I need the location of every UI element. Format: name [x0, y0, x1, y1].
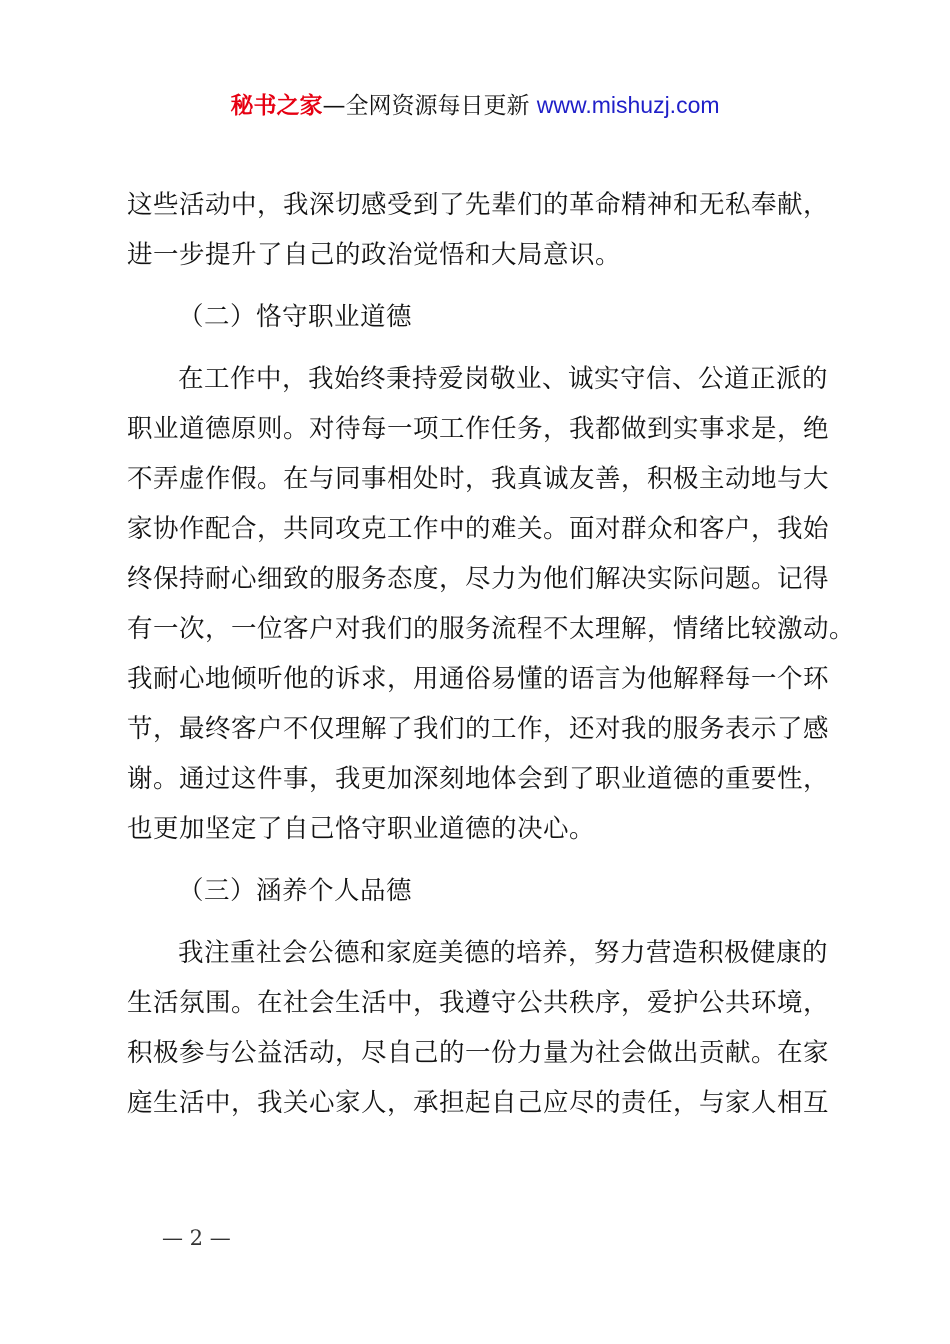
paragraph-line: 生活氛围。在社会生活中，我遵守公共秩序，爱护公共环境，	[127, 988, 830, 1018]
paragraph-line: 职业道德原则。对待每一项工作任务，我都做到实事求是，绝	[127, 414, 830, 444]
page-number: — 2 —	[162, 1226, 231, 1250]
paragraph-line: 有一次，一位客户对我们的服务流程不太理解，情绪比较激动。	[127, 614, 856, 644]
paragraph-line: 在工作中，我始终秉持爱岗敬业、诚实守信、公道正派的	[178, 364, 829, 394]
paragraph-line: 进一步提升了自己的政治觉悟和大局意识。	[127, 240, 622, 270]
paragraph-line: 也更加坚定了自己恪守职业道德的决心。	[127, 814, 596, 844]
paragraph-line: 终保持耐心细致的服务态度，尽力为他们解决实际问题。记得	[127, 564, 830, 594]
brand-name: 秘书之家	[230, 93, 323, 119]
site-url-link[interactable]: www.mishuzj.com	[536, 92, 720, 118]
paragraph-line: 不弄虚作假。在与同事相处时，我真诚友善，积极主动地与大	[127, 464, 830, 494]
page-header	[0, 88, 950, 123]
paragraph-line: 节，最终客户不仅理解了我们的工作，还对我的服务表示了感	[127, 714, 830, 744]
paragraph-line: 家协作配合，共同攻克工作中的难关。面对群众和客户，我始	[127, 514, 830, 544]
document-body	[127, 180, 856, 1128]
paragraph-line: 庭生活中，我关心家人，承担起自己应尽的责任，与家人相互	[127, 1088, 830, 1118]
section-heading-2: （二）恪守职业道德	[178, 302, 413, 332]
header-tagline: —全网资源每日更新	[322, 93, 537, 119]
paragraph-line: 这些活动中，我深切感受到了先辈们的革命精神和无私奉献，	[127, 190, 830, 220]
paragraph-line: 我耐心地倾听他的诉求，用通俗易懂的语言为他解释每一个环	[127, 664, 830, 694]
paragraph-line: 谢。通过这件事，我更加深刻地体会到了职业道德的重要性，	[127, 764, 830, 794]
paragraph-line: 积极参与公益活动，尽自己的一份力量为社会做出贡献。在家	[127, 1038, 830, 1068]
section-heading-3: （三）涵养个人品德	[178, 876, 413, 906]
paragraph-line: 我注重社会公德和家庭美德的培养，努力营造积极健康的	[178, 938, 829, 968]
